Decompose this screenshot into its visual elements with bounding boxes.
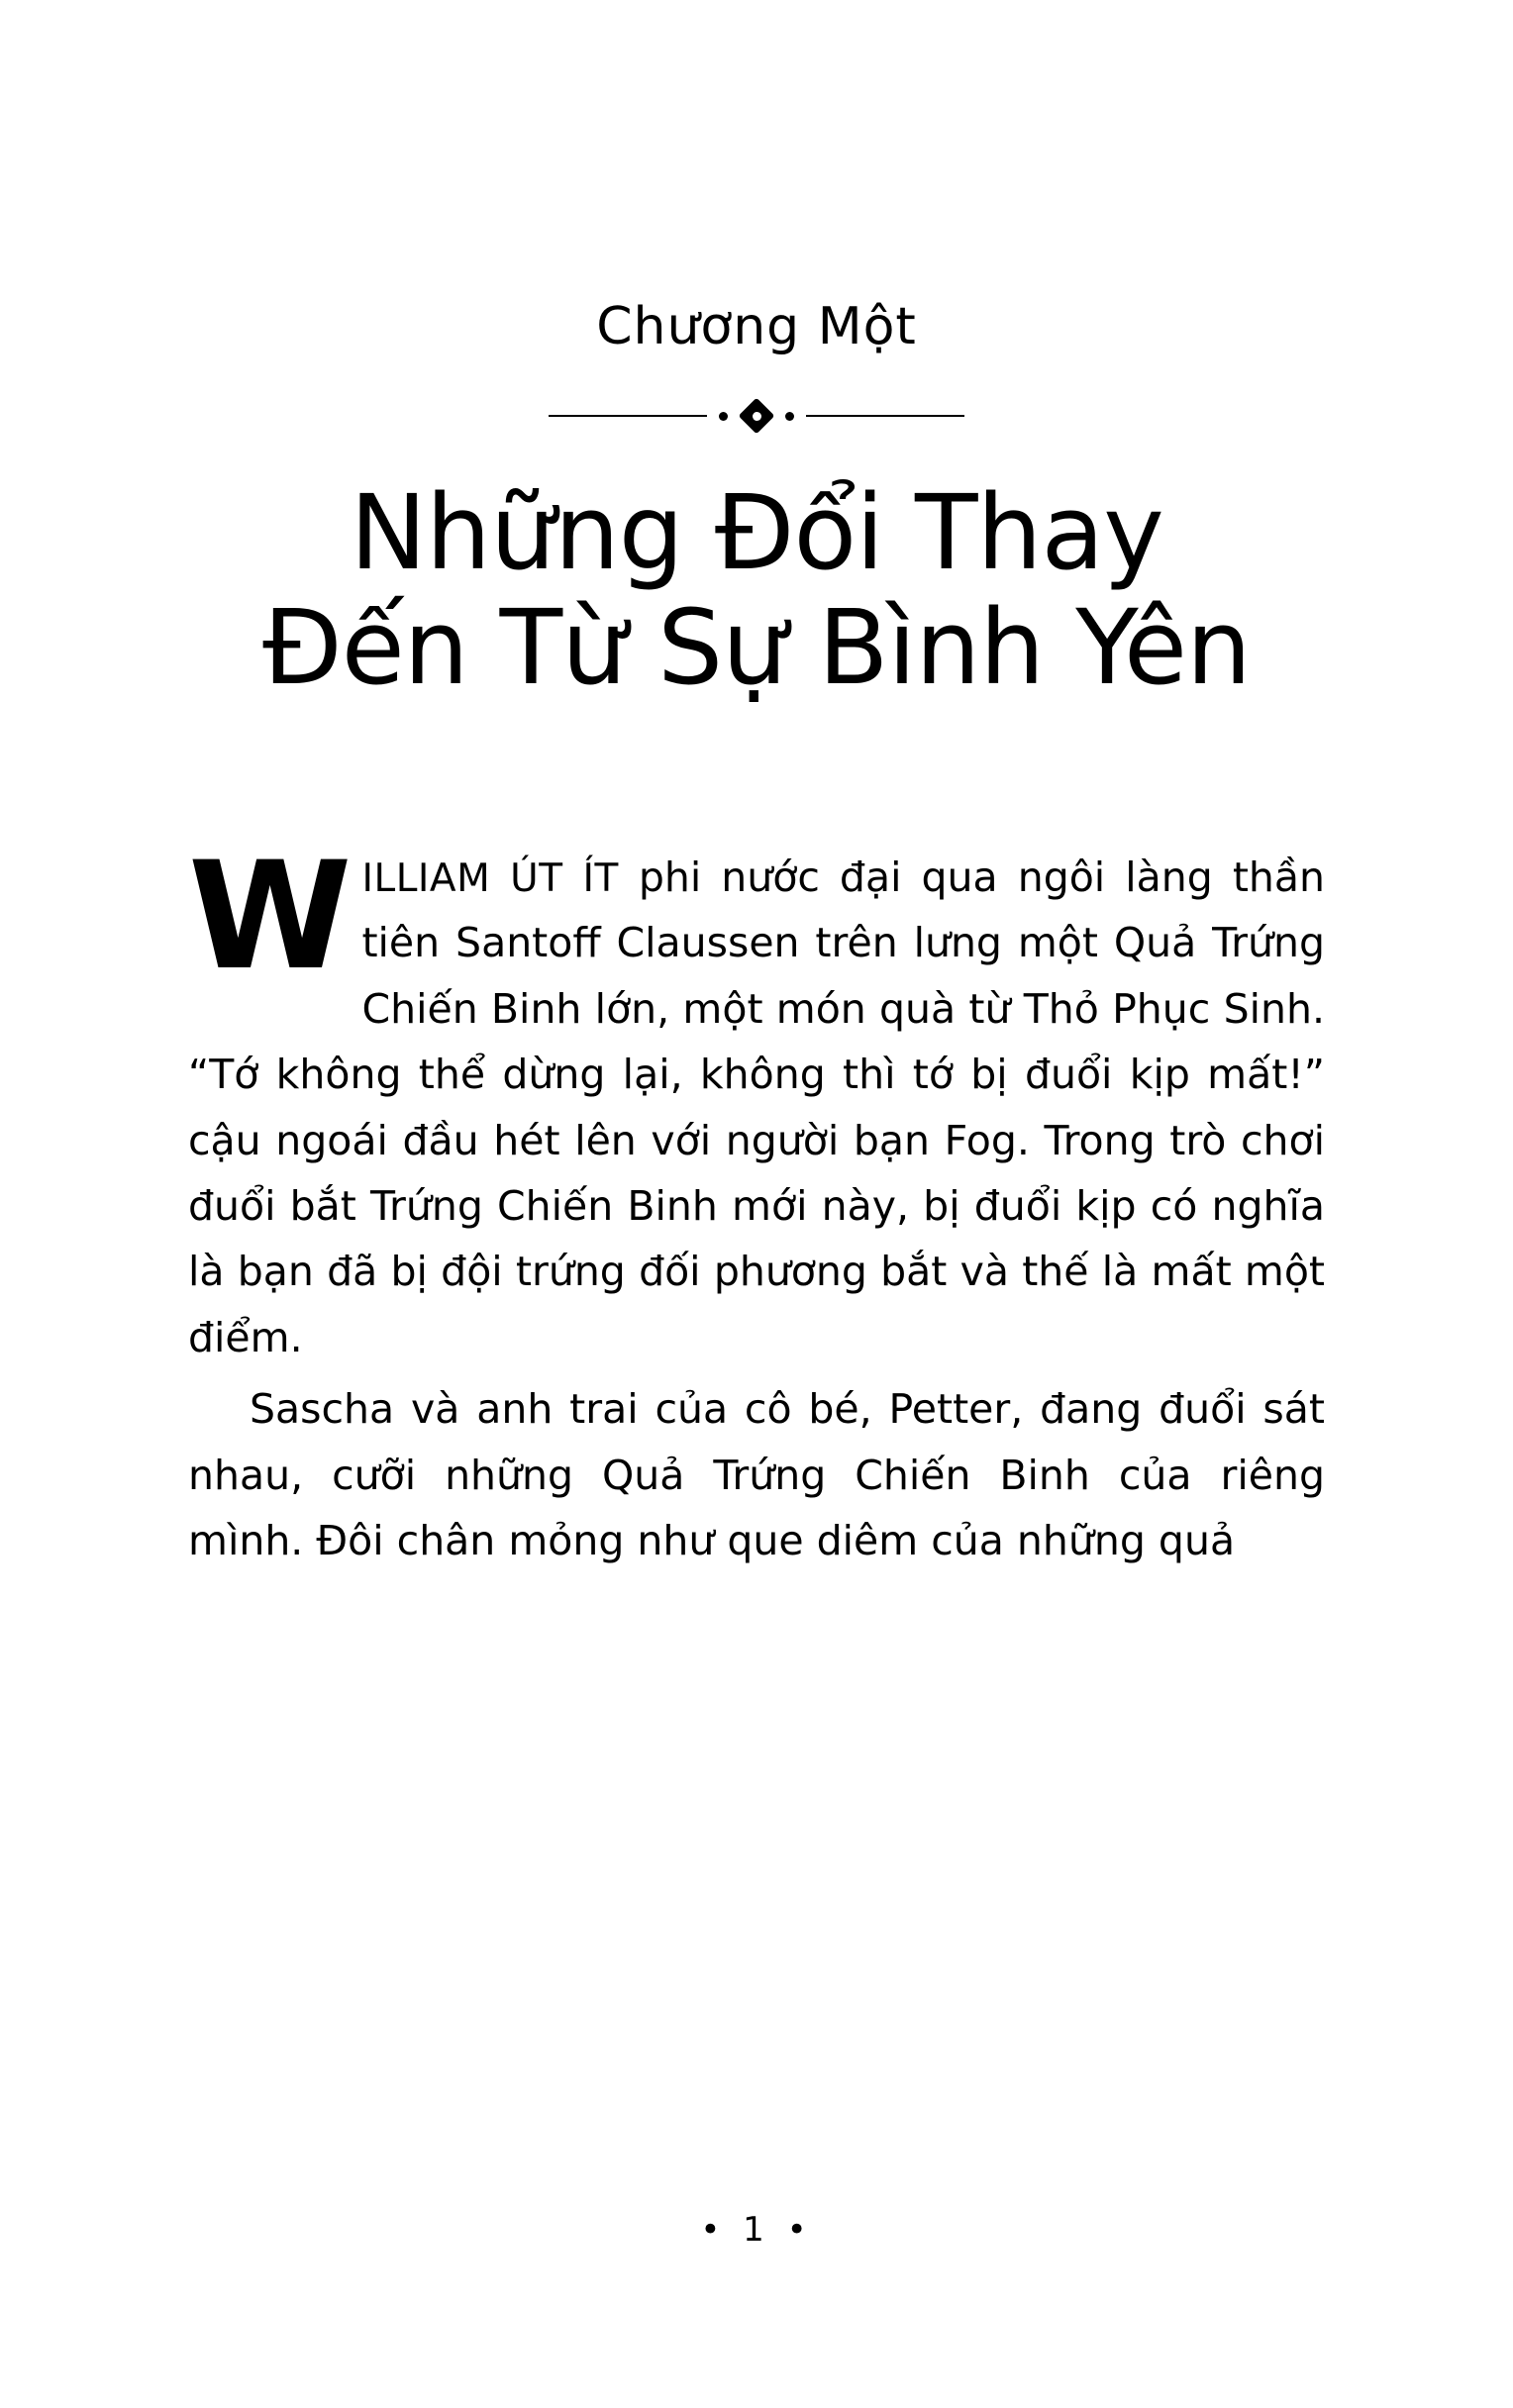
page-number: • 1 •	[700, 2210, 813, 2250]
chapter-label: Chương Một	[596, 297, 917, 356]
body-text	[188, 830, 1325, 1573]
ornament-dot-right	[785, 412, 794, 421]
drop-cap: W	[188, 830, 353, 1003]
chapter-title-line-2: Đến Từ Sự Bình Yên	[262, 587, 1251, 709]
ornament-diamond-center	[753, 412, 761, 421]
chapter-title	[188, 472, 1325, 709]
ornament-dot-left	[719, 412, 728, 421]
ornament-divider	[549, 396, 964, 436]
paragraph-2: Sascha và anh trai của cô bé, Petter, đang đuổi sát nhau, cưỡi những Quả Trứng Chiến Binh của riêng mình. Đôi chân mỏng như que diêm của những quả	[188, 1385, 1325, 1564]
paragraph-1-text: phi nước đại qua ngôi làng thần tiên Santoff Claussen trên lưng một Quả Trứng Chiến Binh lớn, một món quà từ Thỏ Phục Sinh. “Tớ không thể dừng lại, không thì tớ bị đuổi kịp mất!” cậu ngoái đầu hét lên với người bạn Fog. Trong trò chơi đuổi bắt Trứng Chiến Binh mới này, bị đuổi kịp có nghĩa là bạn đã bị đội trứng đối phương bắt và thế là mất một điểm.	[188, 853, 1325, 1361]
chapter-title-line-1: Những Đổi Thay	[350, 472, 1163, 593]
ornament-line-right	[806, 415, 964, 417]
paragraph-1-smallcaps: ILLIAM ÚT ÍT	[361, 855, 619, 901]
ornament-line-left	[549, 415, 707, 417]
paragraph-1	[188, 830, 1325, 1370]
